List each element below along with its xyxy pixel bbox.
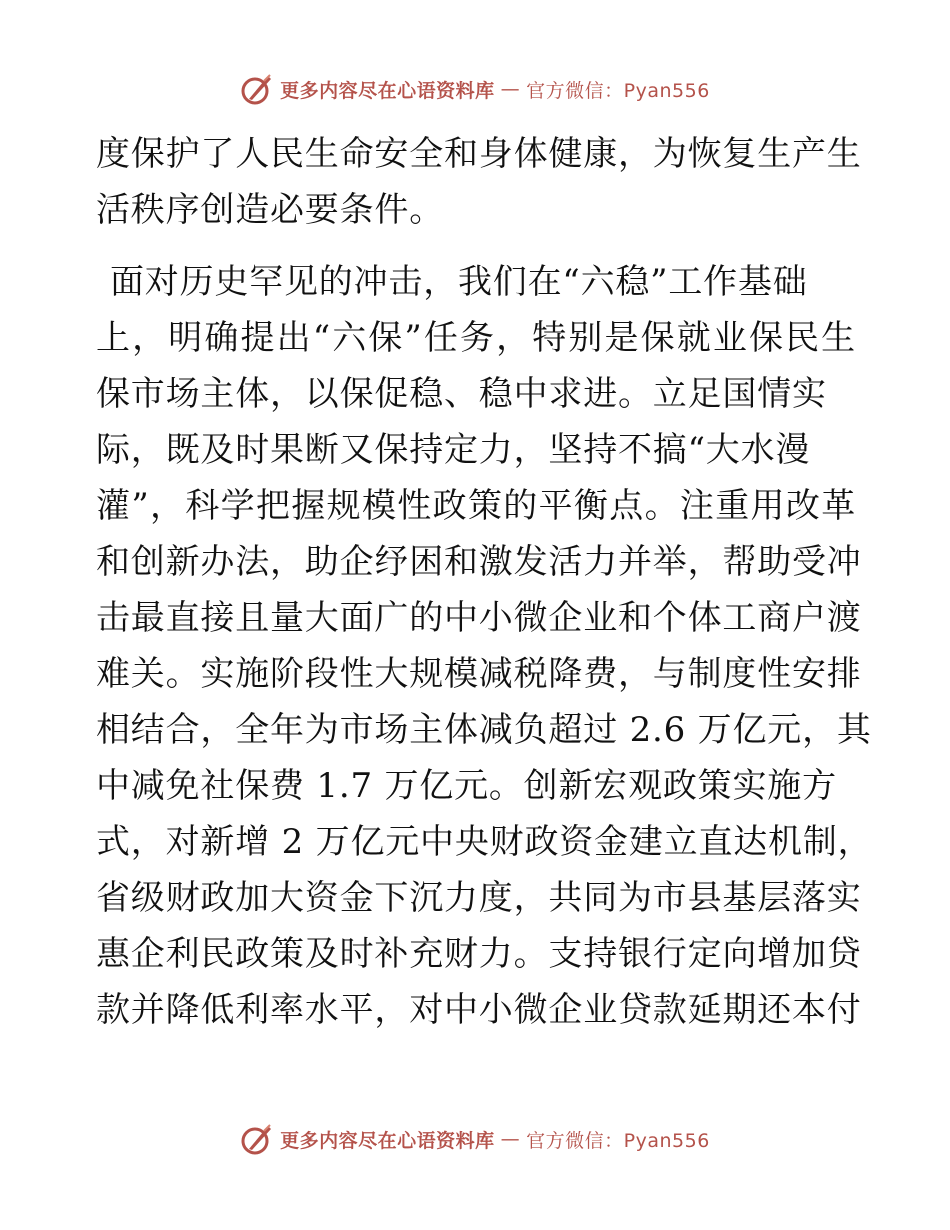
header-separator: — [500,78,521,100]
text-line: 度保护了人民生命安全和身体健康，为恢复生产生 [96,134,862,174]
footer-brand-text: 更多内容尽在心语资料库 [280,1129,495,1152]
paragraph-1 [96,126,862,238]
document-body [96,126,873,1038]
text-line: 式，对新增 2 万亿元中央财政资金建立直达机制， [96,822,873,862]
header-wechat-text: 官方微信：Pyan556 [526,79,710,102]
text-line: 中减免社保费 1.7 万亿元。创新宏观政策实施方 [96,766,837,806]
page-header-banner [0,72,950,106]
feather-pen-circle-icon [240,1122,274,1156]
text-line: 面对历史罕见的冲击，我们在“六稳”工作基础 [110,262,808,302]
text-line: 和创新办法，助企纾困和激发活力并举，帮助受冲 [96,542,862,582]
text-line: 省级财政加大资金下沉力度，共同为市县基层落实 [96,878,862,918]
text-line: 难关。实施阶段性大规模减税降费，与制度性安排 [96,654,862,694]
text-line: 保市场主体，以保促稳、稳中求进。立足国情实 [96,374,827,414]
footer-wechat-text: 官方微信：Pyan556 [526,1129,710,1152]
paragraph-2 [96,254,873,1038]
text-line: 灌”，科学把握规模性政策的平衡点。注重用改革 [96,486,856,526]
header-brand-text: 更多内容尽在心语资料库 [280,79,495,102]
page-footer-banner [0,1122,950,1156]
text-line: 际，既及时果断又保持定力，坚持不搞“大水漫 [96,430,811,470]
text-line: 相结合，全年为市场主体减负超过 2.6 万亿元，其 [96,710,872,750]
text-line: 活秩序创造必要条件。 [96,190,444,230]
text-line: 款并降低利率水平，对中小微企业贷款延期还本付 [96,990,862,1030]
footer-separator: — [500,1128,521,1150]
feather-pen-circle-icon [240,72,274,106]
text-line: 惠企利民政策及时补充财力。支持银行定向增加贷 [96,934,862,974]
text-line: 上，明确提出“六保”任务，特别是保就业保民生 [96,318,856,358]
text-line: 击最直接且量大面广的中小微企业和个体工商户渡 [96,598,862,638]
